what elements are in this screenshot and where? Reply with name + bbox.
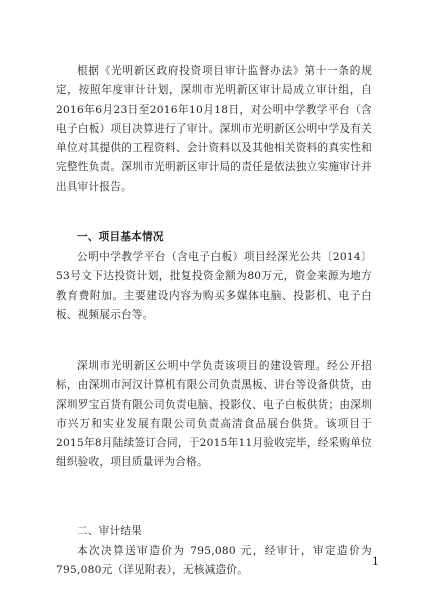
construction-management-paragraph: 深圳市光明新区公明中学负责该项目的建设管理。经公开招标，由深圳市河汉计算机有限公司负责黑板、讲台等设备供货，由深圳罗宝百货有限公司负责电脑、投影仪、电子白板供货；由深圳市兴万和实业发展有限公司负责高清食品展台供货。该项目于2015年8月陆续签订合同，于2015年11月验收完毕，经采购单位组织验收，项目质量评为合格。 <box>56 360 372 469</box>
section-heading-project-info: 一、项目基本情况 <box>77 231 164 243</box>
page-number: 1 <box>372 555 379 568</box>
audit-result-paragraph: 本次决算送审造价为 795,080 元，经审计，审定造价为795,080元（详见附表），无核减造价。 <box>56 545 372 577</box>
project-info-paragraph: 公明中学教学平台（含电子白板）项目经深光公共〔2014〕53号文下达投资计划，批复投资金额为80万元，资金来源为地方教育费附加。主要建设内容为购买多媒体电脑、投影机、电子白板、视频展示台等。 <box>56 251 372 321</box>
intro-paragraph: 根据《光明新区政府投资项目审计监督办法》第十一条的规定，按照年度审计计划，深圳市光明新区审计局成立审计组，自2016年6月23日至2016年10月18日，对公明中学教学平台（含电子白板）项目决算进行了审计。深圳市光明新区公明中学及有关单位对其提供的工程资料、会计资料以及其他相关资料的真实性和完整性负责。深圳市光明新区审计局的责任是依法独立实施审计并出具审计报告。 <box>56 65 372 193</box>
section-heading-audit-result: 二、审计结果 <box>77 525 143 537</box>
